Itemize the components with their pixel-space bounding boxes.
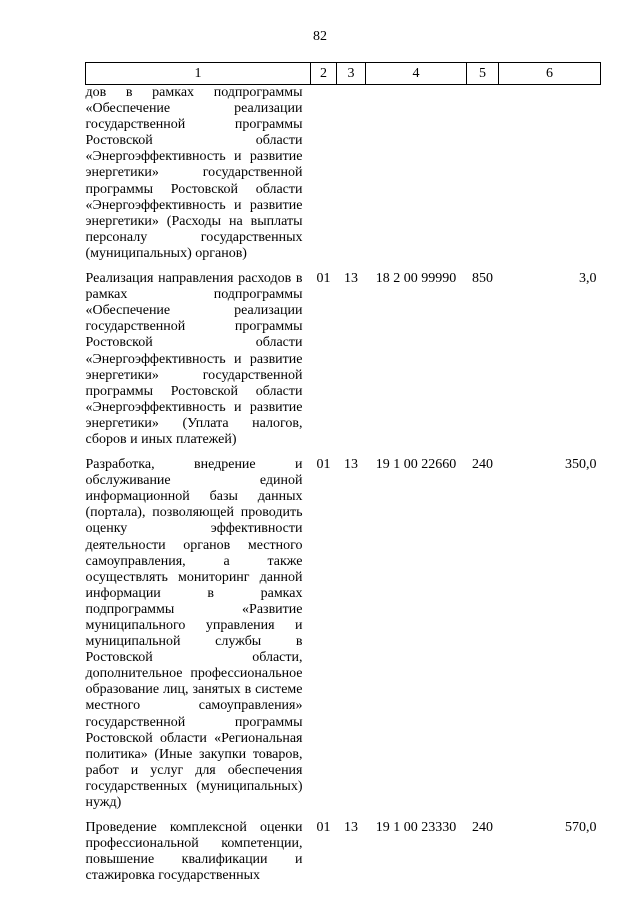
row-expense-type: 850 (472, 271, 493, 287)
row-amount: 350,0 (565, 457, 597, 473)
row-section: 01 (316, 271, 331, 287)
row-amount (499, 85, 601, 272)
row-target-code (366, 85, 467, 272)
column-header-5: 5 (467, 63, 499, 85)
row-target-code: 19 1 00 23330 (375, 820, 457, 836)
row-section: 01 (316, 457, 331, 473)
column-header-6: 6 (499, 63, 601, 85)
row-expense-type (467, 85, 499, 272)
row-target-code: 18 2 00 99990 (375, 271, 457, 287)
row-description: Реализация направления расходов в рамках подпрограммы «Обеспечение реализации государственной программы Ростовской области «Энергоэффективность и развитие энергетики» государственной программы Ростовской области «Энергоэффективность и развитие энергетики» (Уплата налогов, сборов и иных платежей) (85, 271, 303, 447)
column-header-3: 3 (337, 63, 366, 85)
row-amount: 3,0 (579, 271, 597, 287)
row-section (311, 85, 337, 272)
row-expense-type: 240 (472, 457, 493, 473)
column-header-1: 1 (86, 63, 311, 85)
row-description: Разработка, внедрение и обслуживание единой информационной базы данных (портала), позволяющей проводить оценку эффективности деятельности органов местного самоуправления, а также осуществлять мониторинг данной информации в рамках подпрограммы «Развитие муниципального управления и муниципальной службы в Ростовской области, дополнительное профессиональное образование лиц, занятых в системе местного самоуправления» государственной программы Ростовской области «Региональная политика» (Иные закупки товаров, работ и услуг для обеспечения государственных (муниципальных) нужд) (85, 457, 303, 811)
table-row (86, 271, 601, 457)
table-row (86, 85, 601, 272)
row-amount: 570,0 (565, 820, 597, 836)
table-row (86, 820, 601, 893)
column-header-2: 2 (311, 63, 337, 85)
budget-table (85, 62, 601, 894)
row-description: дов в рамках подпрограммы «Обеспечение реализации государственной программы Ростовской области «Энергоэффективность и развитие энергетики» государственной программы Ростовской области «Энергоэффективность и развитие энергетики» (Расходы на выплаты персоналу государственных (муниципальных) органов) (85, 85, 303, 261)
row-expense-type: 240 (472, 820, 493, 836)
row-subsection: 13 (344, 820, 358, 836)
row-subsection (337, 85, 366, 272)
page-number: 82 (313, 29, 327, 44)
row-subsection: 13 (344, 271, 358, 287)
row-target-code: 19 1 00 22660 (375, 457, 457, 473)
table-row (86, 457, 601, 820)
table-header-row (86, 63, 601, 85)
row-section: 01 (316, 820, 331, 836)
row-subsection: 13 (344, 457, 358, 473)
row-description: Проведение комплексной оценки профессиональной компетенции, повышение квалификации и стажировка государственных (85, 820, 303, 884)
column-header-4: 4 (366, 63, 467, 85)
